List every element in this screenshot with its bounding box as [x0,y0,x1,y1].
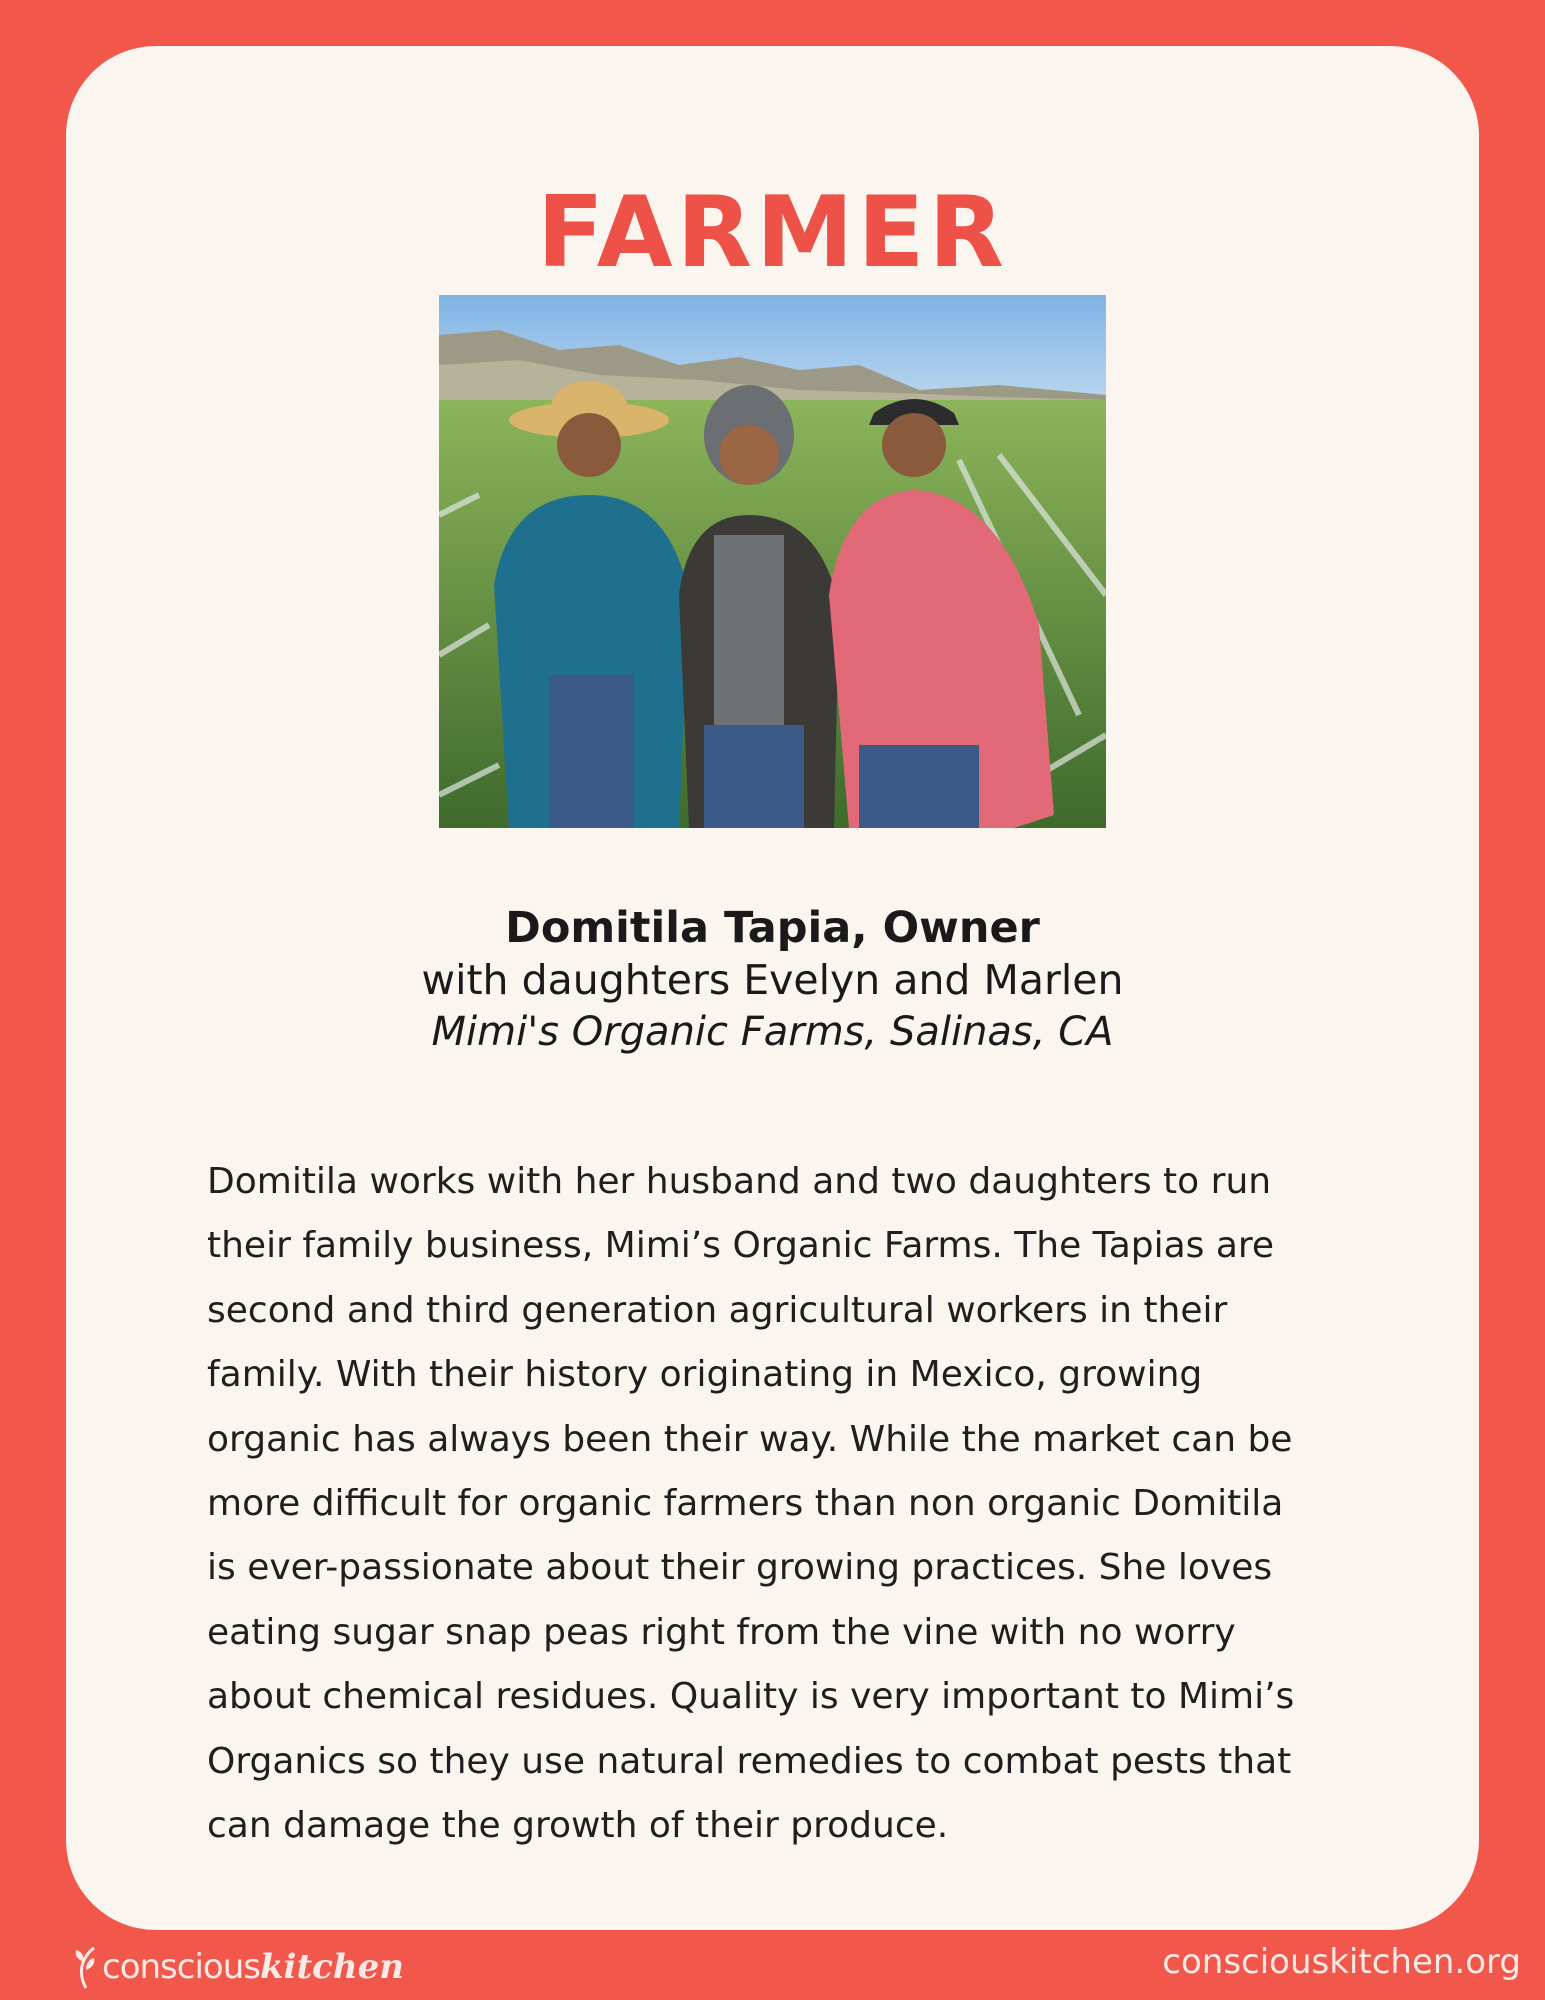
logo-text-conscious: conscious [102,1947,260,1987]
farmer-subtitle: with daughters Evelyn and Marlen [421,956,1124,1004]
farmer-photo [439,295,1106,828]
farm-location: Mimi's Organic Farms, Salinas, CA [431,1009,1114,1055]
farmer-name: Domitila Tapia, Owner [505,903,1040,953]
brand-logo [72,1944,404,1990]
website-link[interactable]: consciouskitchen.org [1162,1942,1521,1982]
sprout-icon [72,1944,98,1990]
logo-text-kitchen: kitchen [259,1947,404,1987]
profile-card [66,46,1479,1930]
profile-caption [66,902,1479,1058]
page-title: FARMER [537,176,1008,290]
story-paragraph: Domitila works with her husband and two daughters to run their family business, Mimi’s Organic Farms. The Tapias are second and third generation agricultural workers in their family. With their history originating in Mexico, growing organic has always been their way. While the market can be more difficult for organic farmers than non organic Domitila is ever-passionate about their growing practices. She loves eating sugar snap peas right from the vine with no worry about chemical residues. Quality is very important to Mimi’s Organics so they use natural remedies to combat pests that can damage the growth of their produce. [207,1161,1295,1847]
